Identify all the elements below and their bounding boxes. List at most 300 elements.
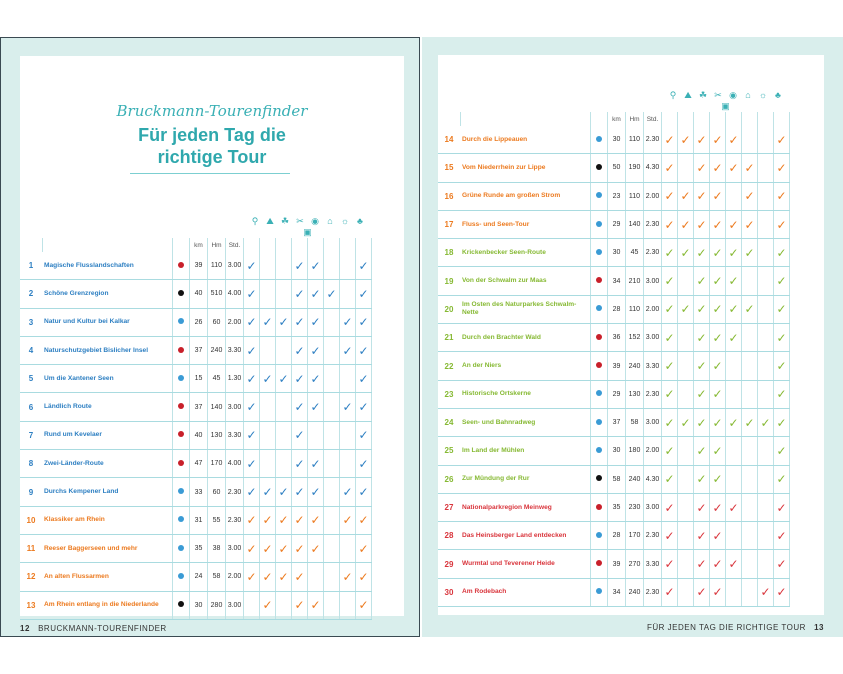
footer-text-left: BRUCKMANN-TOURENFINDER — [38, 624, 167, 633]
tour-name[interactable]: Am Rhein entlang in die Niederlande — [42, 591, 173, 619]
tour-name[interactable]: Grüne Runde am großen Strom — [460, 182, 591, 210]
checkmark-icon: ✓ — [294, 315, 305, 330]
tour-row[interactable] — [20, 506, 372, 534]
check-cell — [292, 563, 308, 591]
check-cell — [758, 239, 774, 267]
tour-name[interactable]: Im Land der Mühlen — [460, 437, 591, 465]
tour-number: 21 — [438, 324, 460, 352]
check-cell — [308, 563, 324, 591]
check-cell — [710, 380, 726, 408]
tour-km: 37 — [608, 408, 626, 436]
difficulty-dot-cell — [591, 550, 608, 578]
column-hm-header: Hm — [626, 112, 644, 126]
tour-name[interactable]: Ländlich Route — [42, 393, 173, 421]
checkmark-icon: ✓ — [358, 456, 369, 471]
checkmark-icon: ✓ — [776, 217, 787, 232]
header-blank-check — [308, 238, 324, 252]
tour-row[interactable] — [438, 408, 790, 436]
tour-number: 8 — [20, 450, 42, 478]
check-cell — [710, 126, 726, 154]
difficulty-dot-cell — [591, 522, 608, 550]
check-cell — [662, 493, 678, 521]
checkmark-icon: ✓ — [310, 513, 321, 528]
checkmark-icon: ✓ — [664, 274, 675, 289]
checkmark-icon: ✓ — [680, 302, 691, 317]
difficulty-dot-cell — [173, 336, 190, 364]
right-footer — [647, 623, 824, 632]
leaf-icon: ☘ — [698, 90, 708, 100]
tour-duration: 2.30 — [644, 522, 662, 550]
difficulty-dot — [596, 192, 602, 198]
check-cell — [324, 393, 340, 421]
tour-row[interactable] — [20, 450, 372, 478]
checkmark-icon: ✓ — [728, 132, 739, 147]
check-cell — [678, 550, 694, 578]
checkmark-icon: ✓ — [294, 513, 305, 528]
check-cell — [324, 591, 340, 619]
check-cell — [260, 336, 276, 364]
difficulty-dot-cell — [173, 280, 190, 308]
tour-km: 24 — [190, 563, 208, 591]
tour-table-right — [438, 90, 790, 607]
checkmark-icon: ✓ — [712, 189, 723, 204]
tour-row[interactable] — [438, 550, 790, 578]
tour-name[interactable]: Naturschutzgebiet Bislicher Insel — [42, 336, 173, 364]
checkmark-icon: ✓ — [294, 343, 305, 358]
checkmark-icon: ✓ — [278, 485, 289, 500]
tour-number: 19 — [438, 267, 460, 295]
checkmark-icon: ✓ — [696, 528, 707, 543]
checkmark-icon: ✓ — [342, 485, 353, 500]
tour-row[interactable] — [438, 126, 790, 154]
tour-duration: 2.30 — [644, 380, 662, 408]
check-cell — [726, 126, 742, 154]
checkmark-icon: ✓ — [358, 400, 369, 415]
difficulty-dot-cell — [591, 578, 608, 606]
tour-name[interactable]: Fluss- und Seen-Tour — [460, 210, 591, 238]
check-cell — [662, 380, 678, 408]
tour-name[interactable]: Vom Niederrhein zur Lippe — [460, 154, 591, 182]
tour-row[interactable] — [438, 380, 790, 408]
checkmark-icon: ✓ — [358, 286, 369, 301]
difficulty-dot-cell — [591, 408, 608, 436]
tour-row[interactable] — [20, 563, 372, 591]
check-cell — [758, 465, 774, 493]
check-cell — [260, 252, 276, 280]
checkmark-icon: ✓ — [680, 415, 691, 430]
check-cell — [662, 578, 678, 606]
tour-row[interactable] — [438, 239, 790, 267]
checkmark-icon: ✓ — [696, 217, 707, 232]
difficulty-dot-cell — [591, 126, 608, 154]
check-cell — [774, 578, 790, 606]
tour-number: 11 — [20, 534, 42, 562]
checkmark-icon: ✓ — [246, 315, 257, 330]
tour-number: 14 — [438, 126, 460, 154]
check-cell — [356, 336, 372, 364]
difficulty-dot-cell — [591, 239, 608, 267]
check-cell — [324, 478, 340, 506]
tour-name[interactable]: Zwei-Länder-Route — [42, 450, 173, 478]
tour-row[interactable] — [438, 267, 790, 295]
checkmark-icon: ✓ — [664, 500, 675, 515]
check-cell — [340, 252, 356, 280]
tour-name[interactable]: Durchs Kempener Land — [42, 478, 173, 506]
checkmark-icon: ✓ — [776, 528, 787, 543]
check-cell — [710, 210, 726, 238]
left-footer — [20, 624, 167, 633]
check-cell — [292, 421, 308, 449]
check-cell — [726, 295, 742, 323]
checkmark-icon: ✓ — [246, 569, 257, 584]
tour-name[interactable]: Klassiker am Rhein — [42, 506, 173, 534]
checkmark-icon: ✓ — [358, 428, 369, 443]
header-blank-check — [292, 238, 308, 252]
column-km-header: km — [190, 238, 208, 252]
tour-name[interactable]: Nationalparkregion Meinweg — [460, 493, 591, 521]
tour-km: 39 — [608, 352, 626, 380]
headline-line-1: Für jeden Tag die — [138, 125, 286, 145]
museum-icon: ⌂ — [745, 90, 751, 100]
check-cell — [340, 534, 356, 562]
check-cell — [244, 308, 260, 336]
checkmark-icon: ✓ — [664, 557, 675, 572]
checkmark-icon: ✓ — [776, 500, 787, 515]
tour-hm: 240 — [626, 352, 644, 380]
tour-row[interactable] — [438, 465, 790, 493]
header-blank-check — [694, 112, 710, 126]
tour-number: 23 — [438, 380, 460, 408]
checkmark-icon: ✓ — [294, 400, 305, 415]
check-cell — [244, 478, 260, 506]
tour-duration: 3.00 — [644, 408, 662, 436]
check-cell — [244, 365, 260, 393]
checkmark-icon: ✓ — [776, 330, 787, 345]
tour-number: 13 — [20, 591, 42, 619]
check-cell — [260, 421, 276, 449]
tour-row[interactable] — [20, 591, 372, 619]
check-cell — [276, 365, 292, 393]
difficulty-dot — [596, 532, 602, 538]
difficulty-dot-cell — [173, 421, 190, 449]
check-cell — [276, 308, 292, 336]
check-cell — [308, 450, 324, 478]
check-cell — [340, 336, 356, 364]
tour-name[interactable]: Schöne Grenzregion — [42, 280, 173, 308]
check-cell — [774, 437, 790, 465]
tour-number: 15 — [438, 154, 460, 182]
checkmark-icon: ✓ — [696, 359, 707, 374]
checkmark-icon: ✓ — [680, 189, 691, 204]
check-cell — [340, 478, 356, 506]
check-cell — [662, 550, 678, 578]
check-cell — [710, 437, 726, 465]
check-cell — [694, 408, 710, 436]
check-cell — [742, 437, 758, 465]
check-cell — [758, 493, 774, 521]
tour-name[interactable]: Natur und Kultur bei Kalkar — [42, 308, 173, 336]
check-cell — [292, 506, 308, 534]
tour-name[interactable]: Durch den Brachter Wald — [460, 324, 591, 352]
tour-name[interactable]: Wurmtal und Teverener Heide — [460, 550, 591, 578]
tour-row[interactable] — [438, 295, 790, 323]
icon-header-spacer — [20, 216, 244, 238]
check-cell — [324, 506, 340, 534]
difficulty-dot-cell — [591, 352, 608, 380]
tour-hm: 140 — [208, 393, 226, 421]
difficulty-dot — [178, 262, 184, 268]
tour-row[interactable] — [20, 252, 372, 280]
tour-name[interactable]: Rund um Kevelaer — [42, 421, 173, 449]
tour-name[interactable]: Im Osten des Naturparkes Schwalm-Nette — [460, 295, 591, 323]
tour-km: 40 — [190, 280, 208, 308]
checkmark-icon: ✓ — [696, 557, 707, 572]
difficulty-dot-cell — [591, 210, 608, 238]
tour-hm: 240 — [626, 578, 644, 606]
checkmark-icon: ✓ — [358, 513, 369, 528]
sun-icon: ☼ — [340, 216, 350, 226]
tour-km: 37 — [190, 336, 208, 364]
tour-row[interactable] — [438, 493, 790, 521]
check-cell — [678, 522, 694, 550]
difficulty-dot-cell — [173, 563, 190, 591]
checkmark-icon: ✓ — [278, 371, 289, 386]
tour-duration: 2.30 — [644, 126, 662, 154]
tour-duration: 3.00 — [226, 591, 244, 619]
tour-hm: 210 — [626, 267, 644, 295]
tour-row[interactable] — [20, 534, 372, 562]
check-cell — [710, 408, 726, 436]
tour-hm: 510 — [208, 280, 226, 308]
checkmark-icon: ✓ — [246, 286, 257, 301]
difficulty-dot-cell — [591, 437, 608, 465]
checkmark-icon: ✓ — [310, 456, 321, 471]
checkmark-icon: ✓ — [342, 569, 353, 584]
tree-icon: ♣ — [357, 216, 363, 226]
tour-row[interactable] — [20, 280, 372, 308]
tour-hm: 230 — [626, 493, 644, 521]
tour-row[interactable] — [438, 182, 790, 210]
check-cell — [694, 295, 710, 323]
check-cell — [742, 380, 758, 408]
check-cell — [678, 126, 694, 154]
leaf-icon: ☘ — [280, 216, 290, 226]
tour-number: 28 — [438, 522, 460, 550]
tour-name[interactable]: An alten Flussarmen — [42, 563, 173, 591]
tour-name[interactable]: Reeser Baggerseen und mehr — [42, 534, 173, 562]
tour-row[interactable] — [20, 393, 372, 421]
checkmark-icon: ✓ — [696, 500, 707, 515]
tour-km: 30 — [190, 591, 208, 619]
checkmark-icon: ✓ — [696, 472, 707, 487]
checkmark-icon: ✓ — [294, 598, 305, 613]
tour-hm: 170 — [626, 522, 644, 550]
check-cell — [758, 182, 774, 210]
difficulty-dot-cell — [173, 393, 190, 421]
checkmark-icon: ✓ — [696, 585, 707, 600]
checkmark-icon: ✓ — [760, 415, 771, 430]
tour-name[interactable]: Magische Flusslandschaften — [42, 252, 173, 280]
left-page — [0, 37, 420, 637]
checkmark-icon: ✓ — [696, 330, 707, 345]
tour-name[interactable]: Am Rodebach — [460, 578, 591, 606]
check-cell — [260, 365, 276, 393]
right-page — [422, 37, 843, 637]
check-cell — [308, 393, 324, 421]
check-cell — [678, 437, 694, 465]
tour-row[interactable] — [438, 210, 790, 238]
tour-name[interactable]: Um die Xantener Seen — [42, 365, 173, 393]
check-cell — [774, 324, 790, 352]
checkmark-icon: ✓ — [664, 528, 675, 543]
tour-duration: 3.00 — [644, 324, 662, 352]
tour-name[interactable]: Krickenbecker Seen-Route — [460, 239, 591, 267]
check-cell — [758, 154, 774, 182]
checkmark-icon: ✓ — [294, 541, 305, 556]
header-blank-check — [340, 238, 356, 252]
check-cell — [662, 324, 678, 352]
tour-km: 23 — [608, 182, 626, 210]
difficulty-dot — [596, 390, 602, 396]
check-cell — [324, 336, 340, 364]
tour-km: 40 — [190, 421, 208, 449]
checkmark-icon: ✓ — [728, 302, 739, 317]
train-icon: ▣ — [303, 227, 312, 237]
tour-duration: 2.30 — [226, 478, 244, 506]
checkmark-icon: ✓ — [246, 371, 257, 386]
check-cell — [356, 393, 372, 421]
check-cell — [774, 352, 790, 380]
tour-number: 30 — [438, 578, 460, 606]
tour-name[interactable]: Das Heinsberger Land entdecken — [460, 522, 591, 550]
checkmark-icon: ✓ — [712, 500, 723, 515]
header-blank-check — [356, 238, 372, 252]
checkmark-icon: ✓ — [776, 245, 787, 260]
check-cell — [742, 126, 758, 154]
tour-row[interactable] — [438, 437, 790, 465]
difficulty-dot-cell — [591, 380, 608, 408]
check-cell — [276, 280, 292, 308]
check-cell — [662, 408, 678, 436]
tour-km: 29 — [608, 210, 626, 238]
checkmark-icon: ✓ — [310, 598, 321, 613]
tour-number: 5 — [20, 365, 42, 393]
bike-icon: ⚲ — [669, 90, 677, 100]
difficulty-dot-cell — [173, 591, 190, 619]
tour-row[interactable] — [438, 578, 790, 606]
tour-name[interactable]: Von der Schwalm zur Maas — [460, 267, 591, 295]
check-cell — [726, 578, 742, 606]
check-cell — [742, 352, 758, 380]
tour-row[interactable] — [20, 336, 372, 364]
checkmark-icon: ✓ — [776, 585, 787, 600]
tour-row[interactable] — [438, 154, 790, 182]
check-cell — [260, 450, 276, 478]
difficulty-dot — [596, 334, 602, 340]
check-cell — [678, 493, 694, 521]
tour-number: 6 — [20, 393, 42, 421]
check-cell — [726, 239, 742, 267]
tour-row[interactable] — [20, 421, 372, 449]
checkmark-icon: ✓ — [712, 472, 723, 487]
check-cell — [244, 393, 260, 421]
checkmark-icon: ✓ — [696, 443, 707, 458]
checkmark-icon: ✓ — [728, 160, 739, 175]
check-cell — [292, 280, 308, 308]
checkmark-icon: ✓ — [310, 485, 321, 500]
difficulty-dot-cell — [173, 252, 190, 280]
checkmark-icon: ✓ — [262, 541, 273, 556]
check-cell — [340, 591, 356, 619]
checkmark-icon: ✓ — [712, 528, 723, 543]
checkmark-icon: ✓ — [358, 258, 369, 273]
difficulty-dot — [178, 573, 184, 579]
check-cell — [244, 421, 260, 449]
tour-duration: 2.00 — [644, 437, 662, 465]
tour-km: 47 — [190, 450, 208, 478]
header-blank-check — [758, 112, 774, 126]
tour-name[interactable]: Seen- und Bahnradweg — [460, 408, 591, 436]
difficulty-dot — [596, 136, 602, 142]
tour-km: 30 — [608, 239, 626, 267]
check-cell — [694, 522, 710, 550]
tour-row[interactable] — [438, 352, 790, 380]
check-cell — [662, 465, 678, 493]
tour-hm: 110 — [626, 182, 644, 210]
checkmark-icon: ✓ — [776, 359, 787, 374]
checkmark-icon: ✓ — [776, 160, 787, 175]
tour-row[interactable] — [438, 324, 790, 352]
difficulty-dot — [178, 431, 184, 437]
check-cell — [662, 239, 678, 267]
checkmark-icon: ✓ — [712, 330, 723, 345]
icon-header-row — [438, 90, 790, 112]
checkmark-icon: ✓ — [776, 302, 787, 317]
tour-name[interactable]: Durch die Lippeauen — [460, 126, 591, 154]
checkmark-icon: ✓ — [728, 245, 739, 260]
tour-name[interactable]: An der Niers — [460, 352, 591, 380]
tour-hm: 180 — [626, 437, 644, 465]
check-cell — [662, 182, 678, 210]
tour-km: 37 — [190, 393, 208, 421]
tour-name[interactable]: Zur Mündung der Rur — [460, 465, 591, 493]
check-cell — [308, 478, 324, 506]
check-cell — [662, 437, 678, 465]
tour-duration: 3.30 — [226, 336, 244, 364]
header-blank-check — [726, 112, 742, 126]
check-cell — [678, 352, 694, 380]
checkmark-icon: ✓ — [246, 513, 257, 528]
tour-row[interactable] — [438, 522, 790, 550]
check-cell — [758, 408, 774, 436]
check-cell — [694, 239, 710, 267]
check-cell — [260, 534, 276, 562]
headline-divider — [130, 173, 290, 174]
tour-duration: 4.00 — [226, 450, 244, 478]
tour-name[interactable]: Historische Ortskerne — [460, 380, 591, 408]
check-cell — [710, 522, 726, 550]
tour-row[interactable] — [20, 478, 372, 506]
tour-row[interactable] — [20, 365, 372, 393]
left-page-content — [20, 56, 404, 633]
check-cell — [742, 182, 758, 210]
checkmark-icon: ✓ — [696, 387, 707, 402]
tour-number: 20 — [438, 295, 460, 323]
check-cell — [356, 280, 372, 308]
checkmark-icon: ✓ — [246, 343, 257, 358]
check-cell — [742, 267, 758, 295]
tour-row[interactable] — [20, 308, 372, 336]
